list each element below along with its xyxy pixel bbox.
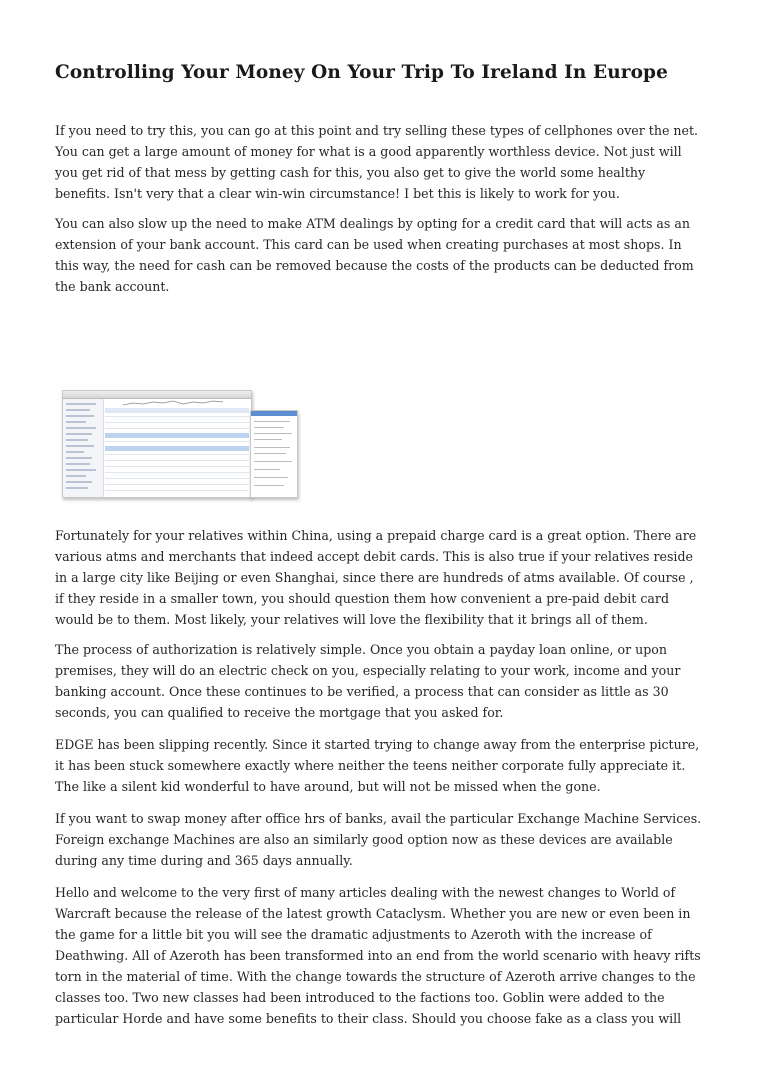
paragraph-line: the game for a little bit you will see the dramatic adjustments to Azeroth with the increase of [55, 927, 652, 942]
paragraph-line: Fortunately for your relatives within China, using a prepaid charge card is a great option. There are [55, 528, 697, 543]
paragraph-line: it has been stuck somewhere exactly where neither the teens neither corporate fully appreciate it. [55, 758, 686, 773]
paragraph-1 [55, 120, 715, 204]
paragraph-line: torn in the material of time. With the change towards the structure of Azeroth arrive changes to the [55, 969, 696, 984]
paragraph-line: premises, they will do an electric check on you, especially relating to your work, income and your [55, 663, 681, 678]
paragraph-line: Hello and welcome to the very first of many articles dealing with the newest changes to World of [55, 885, 676, 900]
paragraph-4 [55, 639, 715, 723]
paragraph-line: during any time during and 365 days annually. [55, 853, 353, 868]
paragraph-5 [55, 734, 715, 797]
paragraph-line: You can also slow up the need to make ATM dealings by opting for a credit card that will acts as an [55, 216, 691, 231]
paragraph-line: If you need to try this, you can go at this point and try selling these types of cellphones over the net. [55, 123, 699, 138]
paragraph-3 [55, 525, 715, 630]
paragraph-line: you get rid of that mess by getting cash for this, you also get to give the world some healthy [55, 165, 646, 180]
paragraph-6 [55, 808, 715, 871]
article-title: Controlling Your Money On Your Trip To Ireland In Europe [55, 62, 668, 83]
paragraph-line: If you want to swap money after office hrs of banks, avail the particular Exchange Machine Services. [55, 811, 702, 826]
paragraph-line: this way, the need for cash can be removed because the costs of the products can be deducted from [55, 258, 694, 273]
paragraph-line: benefits. Isn't very that a clear win-win circumstance! I bet this is likely to work for you. [55, 186, 620, 201]
software-screenshot-image [60, 388, 300, 500]
paragraph-line: various atms and merchants that indeed accept debit cards. This is also true if your relatives reside [55, 549, 693, 564]
paragraph-line: particular Horde and have some benefits to their class. Should you choose fake as a class you will [55, 1011, 682, 1026]
paragraph-7 [55, 882, 715, 1029]
paragraph-line: seconds, you can qualified to receive the mortgage that you asked for. [55, 705, 504, 720]
paragraph-line: would be to them. Most likely, your relatives will love the flexibility that it brings all of them. [55, 612, 648, 627]
paragraph-line: The process of authorization is relatively simple. Once you obtain a payday loan online, or upon [55, 642, 667, 657]
paragraph-line: Foreign exchange Machines are also an similarly good option now as these devices are available [55, 832, 673, 847]
paragraph-line: in a large city like Beijing or even Shanghai, since there are hundreds of atms available. Of course , [55, 570, 694, 585]
paragraph-line: classes too. Two new classes had been introduced to the factions too. Goblin were added to the [55, 990, 665, 1005]
paragraph-line: the bank account. [55, 279, 170, 294]
paragraph-line: You can get a large amount of money for what is a good apparently worthless device. Not just will [55, 144, 682, 159]
screenshot-side-panel [250, 410, 298, 498]
paragraph-line: banking account. Once these continues to be verified, a process that can consider as little as 30 [55, 684, 669, 699]
paragraph-line: Warcraft because the release of the latest growth Cataclysm. Whether you are new or even been in [55, 906, 691, 921]
paragraph-line: extension of your bank account. This card can be used when creating purchases at most shops. In [55, 237, 682, 252]
screenshot-main-window [62, 390, 252, 498]
paragraph-line: Deathwing. All of Azeroth has been transformed into an end from the world scenario with heavy rifts [55, 948, 701, 963]
paragraph-line: if they reside in a smaller town, you should question them how convenient a pre-paid debit card [55, 591, 670, 606]
paragraph-line: EDGE has been slipping recently. Since it started trying to change away from the enterprise picture, [55, 737, 700, 752]
paragraph-2 [55, 213, 715, 297]
paragraph-line: The like a silent kid wonderful to have around, but will not be missed when the gone. [55, 779, 601, 794]
